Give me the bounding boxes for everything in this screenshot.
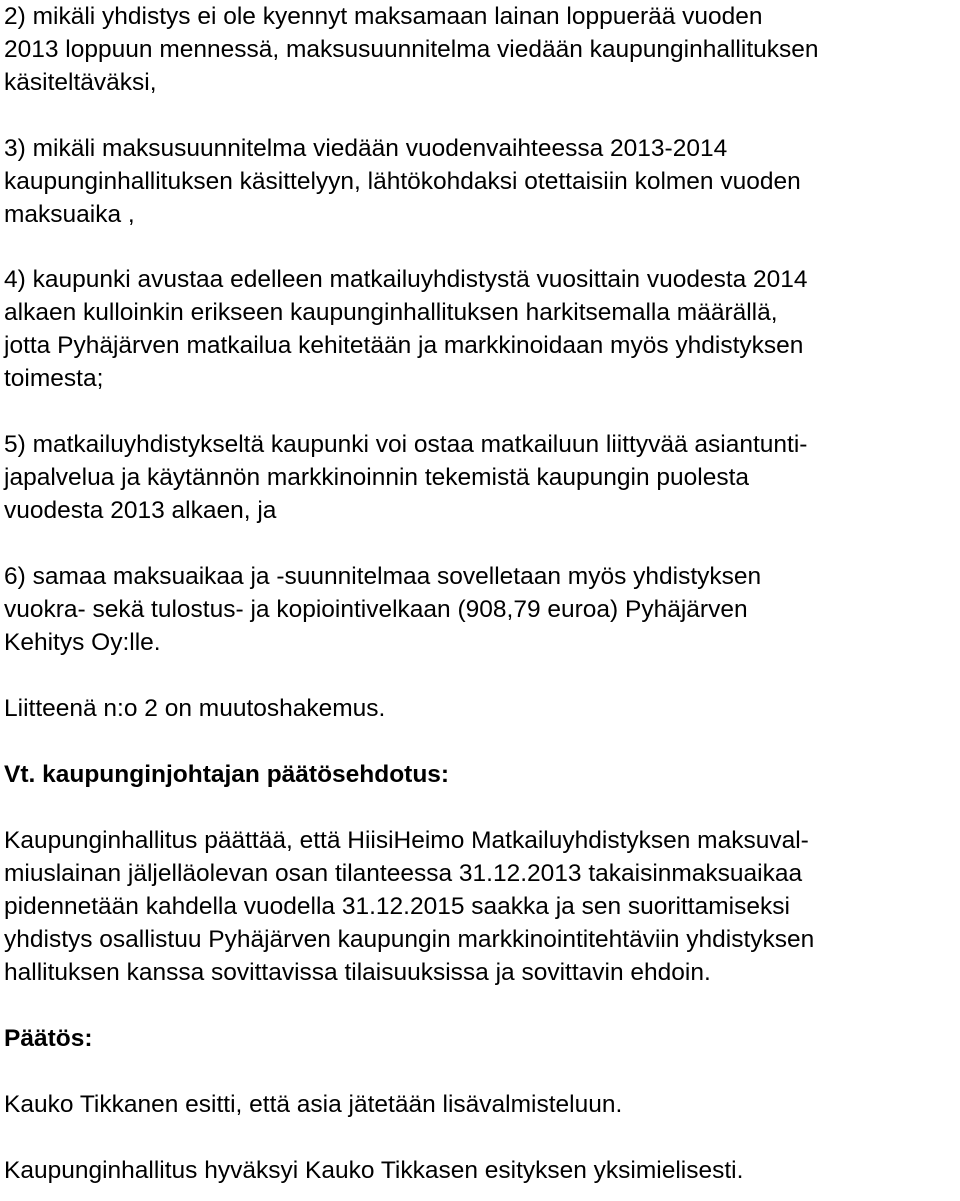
text-line: 5) matkailuyhdistykseltä kaupunki voi ostaa matkailuun liittyvää asiantunti-: [4, 431, 808, 458]
text-line: jotta Pyhäjärven matkailua kehitetään ja markkinoidaan myös yhdistyksen: [4, 332, 804, 359]
text-line: 3) mikäli maksusuunnitelma viedään vuodenvaihteessa 2013-2014: [4, 135, 728, 162]
attachment-note: Liitteenä n:o 2 on muutoshakemus.: [4, 695, 386, 722]
text-line: yhdistys osallistuu Pyhäjärven kaupungin markkinointitehtäviin yhdistyksen: [4, 926, 815, 953]
text-line: vuokra- sekä tulostus- ja kopiointivelkaan (908,79 euroa) Pyhäjärven: [4, 596, 748, 623]
text-line: Kehitys Oy:lle.: [4, 629, 161, 656]
decision-heading: Päätös:: [4, 1025, 93, 1052]
text-line: 6) samaa maksuaikaa ja -suunnitelmaa sovelletaan myös yhdistyksen: [4, 563, 762, 590]
text-line: 2013 loppuun mennessä, maksusuunnitelma viedään kaupunginhallituksen: [4, 36, 819, 63]
text-line: käsiteltäväksi,: [4, 69, 157, 96]
decision-text: Kauko Tikkanen esitti, että asia jätetään lisävalmisteluun.: [4, 1091, 623, 1118]
text-line: 4) kaupunki avustaa edelleen matkailuyhdistystä vuosittain vuodesta 2014: [4, 266, 808, 293]
text-line: alkaen kulloinkin erikseen kaupunginhallituksen harkitsemalla määrällä,: [4, 299, 778, 326]
text-line: hallituksen kanssa sovittavissa tilaisuuksissa ja sovittavin ehdoin.: [4, 959, 711, 986]
proposal-heading: Vt. kaupunginjohtajan päätösehdotus:: [4, 761, 450, 788]
text-line: miuslainan jäljelläolevan osan tilanteessa 31.12.2013 takaisinmaksuaikaa: [4, 860, 803, 887]
text-line: pidennetään kahdella vuodella 31.12.2015 saakka ja sen suorittamiseksi: [4, 893, 790, 920]
text-line: 2) mikäli yhdistys ei ole kyennyt maksamaan lainan loppuerää vuoden: [4, 3, 763, 30]
text-line: japalvelua ja käytännön markkinoinnin tekemistä kaupungin puolesta: [4, 464, 750, 491]
text-line: vuodesta 2013 alkaen, ja: [4, 497, 277, 524]
decision-result: Kaupunginhallitus hyväksyi Kauko Tikkasen esityksen yksimielisesti.: [4, 1157, 744, 1184]
text-line: kaupunginhallituksen käsittelyyn, lähtökohdaksi otettaisiin kolmen vuoden: [4, 168, 801, 195]
text-line: Kaupunginhallitus päättää, että HiisiHeimo Matkailuyhdistyksen maksuval-: [4, 827, 809, 854]
text-line: toimesta;: [4, 365, 104, 392]
text-line: maksuaika ,: [4, 201, 135, 228]
